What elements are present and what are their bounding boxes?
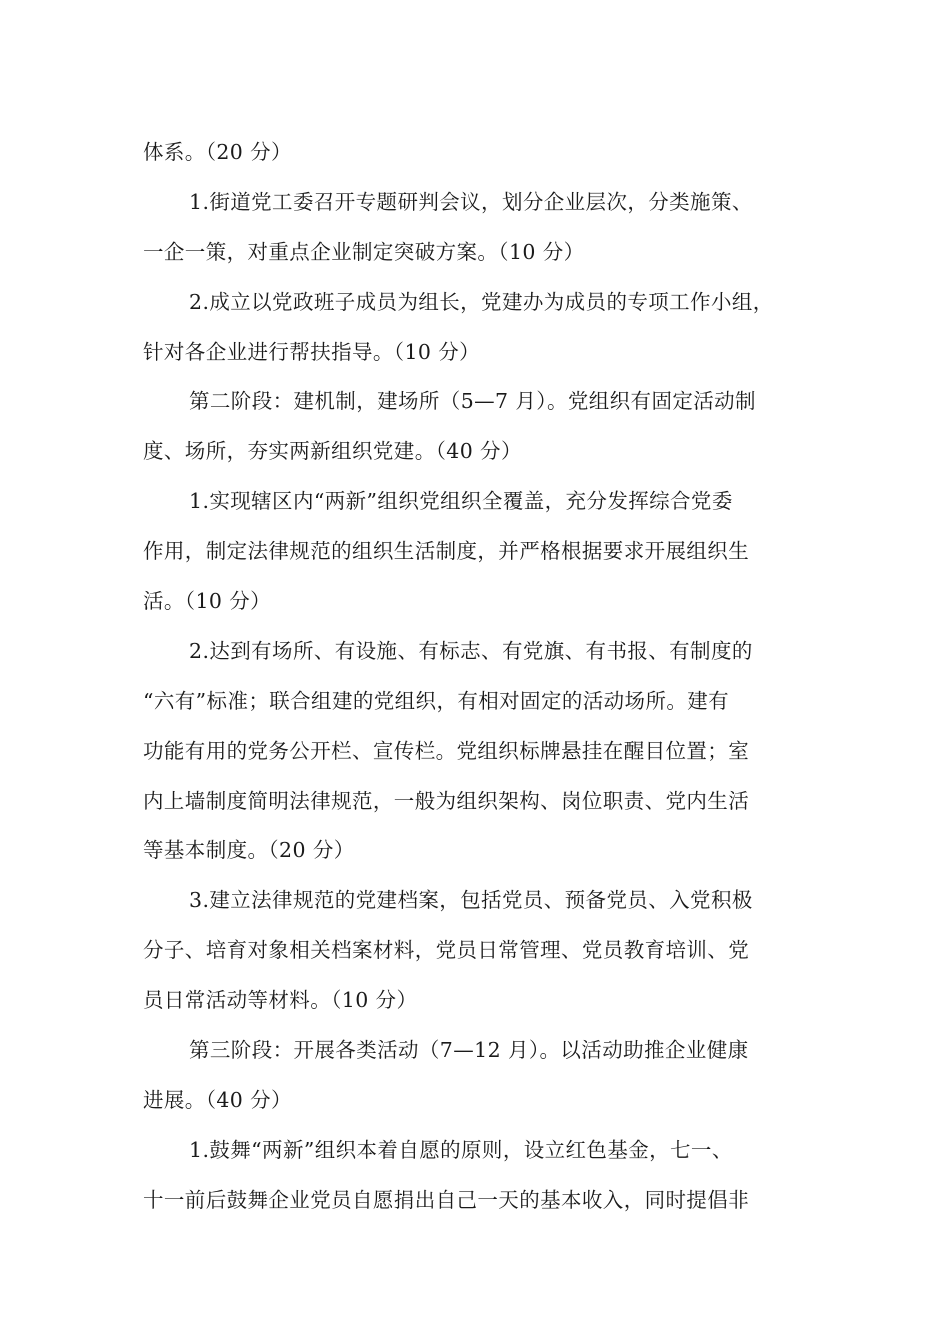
text-line: 进展。（40 分） [143, 1087, 292, 1112]
text-line: 内上墙制度简明法律规范，一般为组织架构、岗位职责、党内生活 [143, 788, 750, 813]
text-line: 等基本制度。（20 分） [143, 838, 355, 863]
text-line: 1.实现辖区内“两新”组织党组织全覆盖，充分发挥综合党委 [189, 489, 733, 514]
text-line: 1.鼓舞“两新”组织本着自愿的原则，设立红色基金，七一、 [189, 1137, 733, 1162]
text-line: 1.街道党工委召开专题研判会议，划分企业层次，分类施策、 [189, 189, 753, 214]
text-line: 员日常活动等材料。（10 分） [143, 988, 418, 1013]
text-line: 体系。（20 分） [143, 140, 292, 164]
text-line: 分子、培育对象相关档案材料，党员日常管理、党员教育培训、党 [143, 938, 750, 963]
text-line: 3.建立法律规范的党建档案，包括党员、预备党员、入党积极 [189, 888, 753, 913]
text-line: 2.达到有场所、有设施、有标志、有党旗、有书报、有制度的 [189, 638, 753, 663]
text-line: 针对各企业进行帮扶指导。（10 分） [143, 339, 481, 364]
text-line: 活。（10 分） [143, 589, 272, 614]
document-body [143, 128, 823, 1226]
text-line: 2.成立以党政班子成员为组长，党建办为成员的专项工作小组， [189, 289, 774, 314]
text-line: 功能有用的党务公开栏、宣传栏。党组织标牌悬挂在醒目位置；室 [143, 738, 750, 763]
text-line: 作用，制定法律规范的组织生活制度，并严格根据要求开展组织生 [143, 539, 750, 564]
text-line: “六有”标准；联合组建的党组织，有相对固定的活动场所。建有 [143, 688, 730, 713]
text-line: 一企一策，对重点企业制定突破方案。（10 分） [143, 239, 585, 264]
text-line: 十一前后鼓舞企业党员自愿捐出自己一天的基本收入，同时提倡非 [143, 1187, 750, 1212]
text-line: 第二阶段：建机制，建场所（5—7 月）。党组织有固定活动制 [189, 389, 756, 414]
text-line: 第三阶段：开展各类活动（7—12 月）。以活动助推企业健康 [189, 1038, 749, 1063]
text-line: 度、场所，夯实两新组织党建。（40 分） [143, 439, 522, 464]
